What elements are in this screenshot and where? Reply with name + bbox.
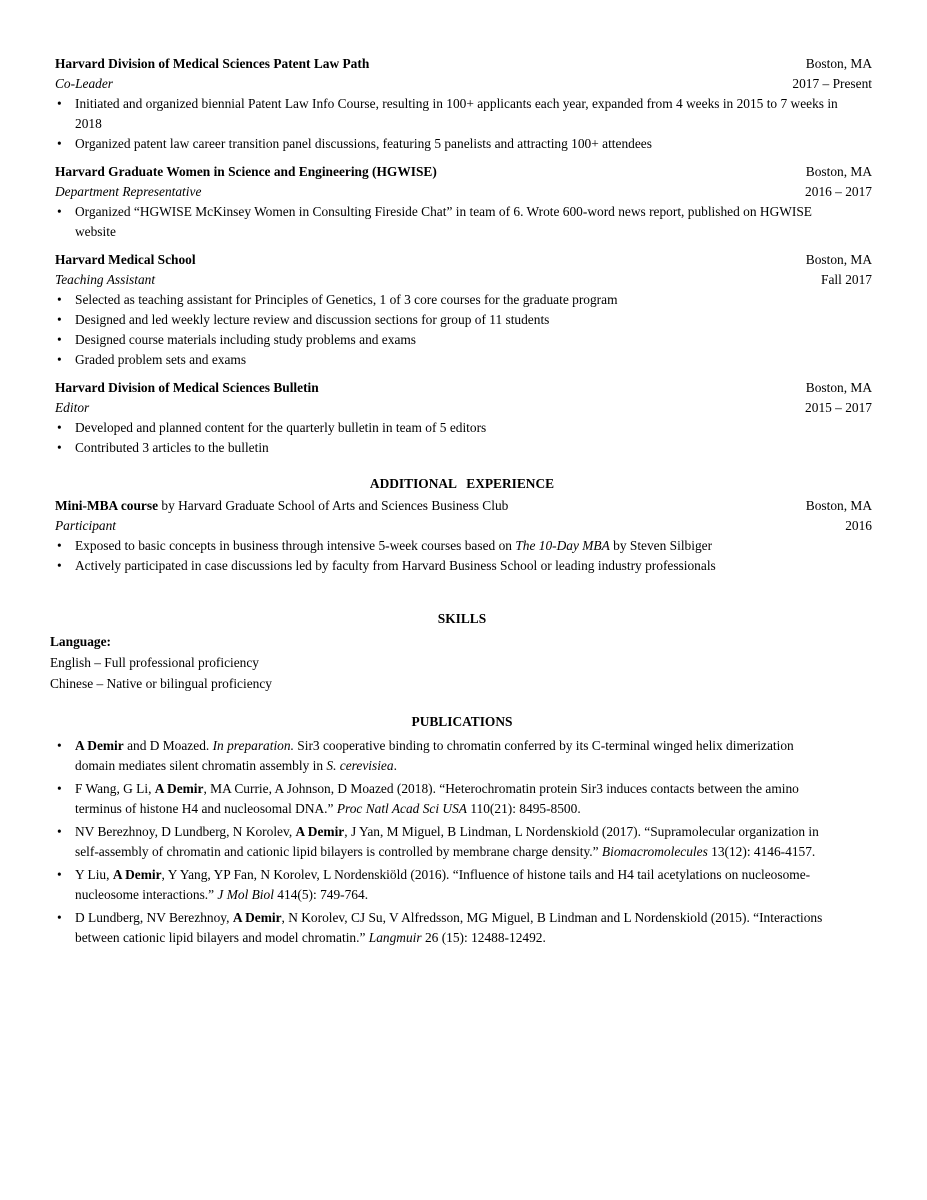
publication-text: . bbox=[393, 758, 397, 773]
publication-item bbox=[52, 779, 824, 819]
entry-dates: 2017 – Present bbox=[792, 76, 872, 91]
italic-text: J Mol Biol bbox=[217, 887, 274, 902]
skill-line: Chinese – Native or bilingual proficiency bbox=[50, 676, 272, 691]
italic-text: Langmuir bbox=[368, 930, 422, 945]
publication-text: 414(5): 749-764. bbox=[273, 887, 369, 902]
publication-text: , N Korolev, CJ Su, V Alfredsson, MG Miguel, B Lindman and L Nordenskiold (2015). “Interactions between cationic lipid bilayers and model chromatin.” bbox=[75, 910, 823, 945]
publication-item bbox=[52, 822, 824, 862]
publication-text: , Y Yang, YP Fan, N Korolev, L Nordenskiöld (2016). “Influence of histone tails and H4 tail acetylations on nucleosome-nucleosome interactions.” bbox=[75, 867, 811, 902]
bullet-item: • Initiated and organized biennial Patent Law Info Course, resulting in 100+ applicants each year, expanded from 4 weeks in 2015 to 7 weeks in 2018 bbox=[52, 94, 842, 134]
publication-text: , J Yan, M Miguel, B Lindman, L Nordenskiold (2017). “Supramolecular organization in self-assembly of chromatin and cationic lipid bilayers is controlled by membrane charge density.” bbox=[75, 824, 819, 859]
entry-role: Co-Leader bbox=[55, 76, 114, 91]
author-highlight: A Demir bbox=[295, 824, 345, 839]
publication-text: 26 (15): 12488-12492. bbox=[421, 930, 546, 945]
entry-dates: 2016 – 2017 bbox=[805, 184, 872, 199]
entry-mini-mba bbox=[52, 496, 872, 576]
skill-line: English – Full professional proficiency bbox=[50, 655, 260, 670]
resume-page bbox=[52, 54, 872, 951]
entry-role: Editor bbox=[55, 400, 90, 415]
entry-dates: 2015 – 2017 bbox=[805, 400, 872, 415]
entry-bulletin bbox=[52, 378, 872, 458]
entry-dates: Fall 2017 bbox=[821, 272, 872, 287]
entry-hgwise bbox=[52, 162, 872, 242]
book-title: The 10-Day MBA bbox=[515, 538, 610, 553]
publication-text: D Lundberg, NV Berezhnoy, bbox=[75, 910, 233, 925]
entry-role: Participant bbox=[55, 518, 116, 533]
additional-experience-section bbox=[52, 474, 872, 576]
bullet-item bbox=[52, 536, 842, 556]
section-heading: ADDITIONAL EXPERIENCE bbox=[369, 476, 555, 491]
bullet-item: • Actively participated in case discussions led by faculty from Harvard Business School or leading industry professionals bbox=[52, 556, 842, 576]
entry-location: Boston, MA bbox=[805, 164, 872, 179]
entry-location: Boston, MA bbox=[805, 252, 872, 267]
entry-location: Boston, MA bbox=[805, 498, 872, 513]
entry-patent-law-path bbox=[52, 54, 872, 154]
author-highlight: A Demir bbox=[232, 910, 282, 925]
section-heading: SKILLS bbox=[437, 611, 487, 626]
author-highlight: A Demir bbox=[112, 867, 162, 882]
bullet-item: • Designed course materials including study problems and exams bbox=[52, 330, 842, 350]
author-highlight: A Demir bbox=[154, 781, 204, 796]
publication-text: Sir3 cooperative binding to chromatin conferred by its C-terminal winged helix dimerization domain mediates silent chromatin assembly in bbox=[75, 738, 794, 773]
entry-org: Harvard Graduate Women in Science and Engineering (HGWISE) bbox=[55, 164, 437, 179]
entry-title-bold: Mini-MBA course bbox=[55, 498, 159, 513]
publication-list bbox=[52, 736, 872, 948]
section-heading: PUBLICATIONS bbox=[411, 714, 513, 729]
bullet-item: • Contributed 3 articles to the bulletin bbox=[52, 438, 842, 458]
publication-item bbox=[52, 865, 824, 905]
bullet-item: • Designed and led weekly lecture review and discussion sections for group of 11 students bbox=[52, 310, 842, 330]
publication-text: , MA Currie, A Johnson, D Moazed (2018). “Heterochromatin protein Sir3 induces contacts between the amino terminus of histone H4 and nucleosomal DNA.” bbox=[75, 781, 799, 816]
entry-org: Harvard Division of Medical Sciences Patent Law Path bbox=[55, 56, 370, 71]
author-highlight: A Demir bbox=[75, 738, 124, 753]
leadership-section bbox=[52, 54, 872, 458]
publication-text: NV Berezhnoy, D Lundberg, N Korolev, bbox=[75, 824, 296, 839]
italic-text: Proc Natl Acad Sci USA bbox=[336, 801, 467, 816]
entry-title-rest: by Harvard Graduate School of Arts and Sciences Business Club bbox=[158, 498, 509, 513]
bullet-text: by Steven Silbiger bbox=[609, 538, 713, 553]
bullet-item: • Organized patent law career transition panel discussions, featuring 5 panelists and attracting 100+ attendees bbox=[52, 134, 842, 154]
bullet-item: • Organized “HGWISE McKinsey Women in Consulting Fireside Chat” in team of 6. Wrote 600-word news report, published on HGWISE website bbox=[52, 202, 842, 242]
entry-role: Department Representative bbox=[55, 184, 202, 199]
entry-dates: 2016 bbox=[845, 518, 872, 533]
bullet-item: • Developed and planned content for the quarterly bulletin in team of 5 editors bbox=[52, 418, 842, 438]
publications-section bbox=[52, 712, 872, 948]
italic-text: S. cerevisiea bbox=[326, 758, 394, 773]
publication-item bbox=[52, 736, 824, 776]
entry-org: Harvard Medical School bbox=[55, 252, 196, 267]
italic-text: Biomacromolecules bbox=[601, 844, 708, 859]
publication-text: and D Moazed. bbox=[123, 738, 213, 753]
bullet-text: Exposed to basic concepts in business through intensive 5-week courses based on bbox=[75, 538, 516, 553]
publication-text: 110(21): 8495-8500. bbox=[466, 801, 581, 816]
entry-location: Boston, MA bbox=[805, 56, 872, 71]
publication-text: 13(12): 4146-4157. bbox=[707, 844, 816, 859]
skills-label: Language: bbox=[50, 634, 112, 649]
entry-role: Teaching Assistant bbox=[55, 272, 156, 287]
entry-title bbox=[55, 496, 508, 516]
entry-org: Harvard Division of Medical Sciences Bulletin bbox=[55, 380, 319, 395]
italic-text: In preparation. bbox=[212, 738, 294, 753]
bullet-item: • Graded problem sets and exams bbox=[52, 350, 842, 370]
publication-text: F Wang, G Li, bbox=[75, 781, 155, 796]
entry-harvard-medical-school bbox=[52, 250, 872, 370]
entry-location: Boston, MA bbox=[805, 380, 872, 395]
publication-text: Y Liu, bbox=[75, 867, 113, 882]
bullet-item: • Selected as teaching assistant for Principles of Genetics, 1 of 3 core courses for the graduate program bbox=[52, 290, 842, 310]
publication-item bbox=[52, 908, 824, 948]
skills-section bbox=[52, 609, 872, 695]
